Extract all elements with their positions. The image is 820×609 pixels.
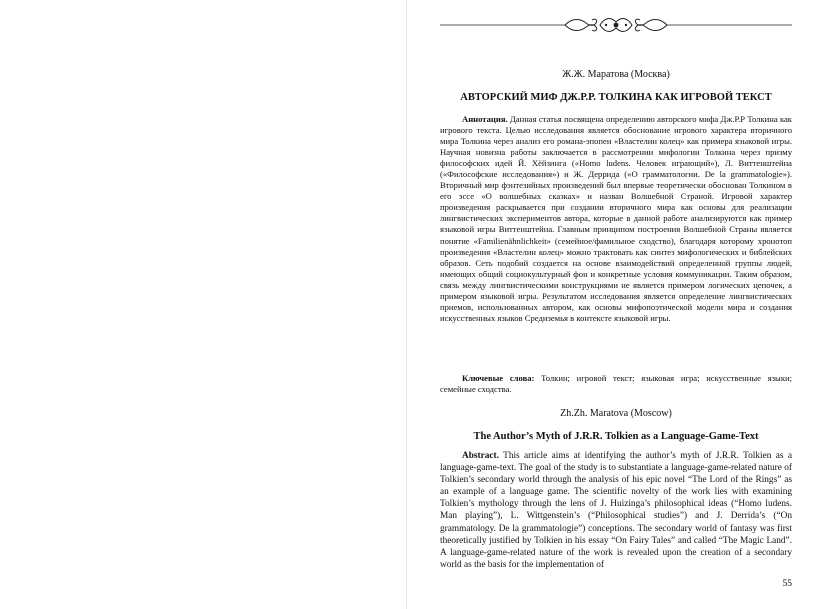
keywords-ru [440, 373, 792, 395]
page-gutter [406, 0, 407, 609]
abstract-en [440, 450, 792, 574]
page-number: 55 [782, 579, 792, 589]
abstract-ru [440, 114, 792, 324]
article-title-en: The Author’s Myth of J.R.R. Tolkien as a Language-Game-Text [473, 431, 759, 442]
author-ru: Ж.Ж. Маратова (Москва) [562, 69, 670, 80]
author-en: Zh.Zh. Maratova (Moscow) [560, 408, 672, 419]
right-page [440, 0, 792, 609]
ornament-divider-icon [440, 14, 792, 36]
keywords-ru-text: Толкин; игровой текст; языковая игра; искусственные языки; семейные сходства. [440, 373, 792, 395]
abstract-en-text: This article aims at identifying the author’s myth of J.R.R. Tolkien as a language-game-text. The goal of the study is to substantiate a language-game-related nature of Tolkien’s secondary world through the analysis of his epic novel “The Lord of the Rings” as an example of a language game. The scientific novelty of the work lies with examining Tolkien’s mythology through the lens of J. Huizinga’s philosophical ideas (“Homo ludens. Man playing”), L. Wittgenstein’s (“Philosophical studies”) and J. Derrida’s (“On grammatology. De la grammatologie”) conceptions. The secondary world of fantasy was first theoretically justified by Tolkien in his essay “On Fairy Tales” and called “The Magic Land”. A language-game-related nature of the work is revealed upon the creation of a secondary world as the basis for the implementation of [440, 451, 792, 570]
abstract-ru-text: Данная статья посвящена определению авторского мифа Дж.Р.Р Толкина как игрового текста. Целью исследования является обоснование игрового характера вторичного мира Толкина через анализ его романа-эпопеи «Властелин колец» как примера языковой игры. Научная новизна работы заключается в рассмотрении мифологии Толкина через призму философских идей Й. Хёйзинга («Homo ludens. Человек играющий»), Л. Виттенштейна («Философские исследования») и Ж. Деррида («О грамматологии. De la grammatologie»). Вторичный мир фэнтезийных произведений был впервые теоретически обоснован Толкином в его эссе «О волшебных сказках» и назван Волшебной Страной. Игровой характер произведения раскрывается при создании вторичного мира как основы для реализации лингвистических экспериментов автора, которые в данной работе анализируются как пример языковой игры Виттенштейна. Главным принципом построения Волшебной Страны является понятие «Familienähnlichkeit» (семейное/фамильное сходство), благодаря которому хронотоп произведения «Властелин колец» можно трактовать как синтез мифологических и библейских образов. Сеть подобий создается на основе взаимодействий определенной группы людей, имеющих общий социокультурный фон и конкретные условия коммуникации. Таким образом, связь между лингвистическими конструкциями не является примером логических цепочек, а примером языковой игры. Результатом исследования является определение лингвистических приемов, использованных автором, как основы мифопоэтической модели мира и создания искусственных языков Средиземья в контексте языковой игры. [440, 114, 792, 323]
keywords-ru-label: Ключевые слова: [462, 373, 535, 383]
abstract-ru-label: Аннотация. [462, 114, 508, 124]
abstract-en-label: Abstract. [462, 451, 499, 461]
article-title-ru: АВТОРСКИЙ МИФ ДЖ.Р.Р. ТОЛКИНА КАК ИГРОВОЙ ТЕКСТ [460, 92, 772, 103]
header-ornament [440, 14, 792, 36]
left-page [0, 0, 404, 609]
